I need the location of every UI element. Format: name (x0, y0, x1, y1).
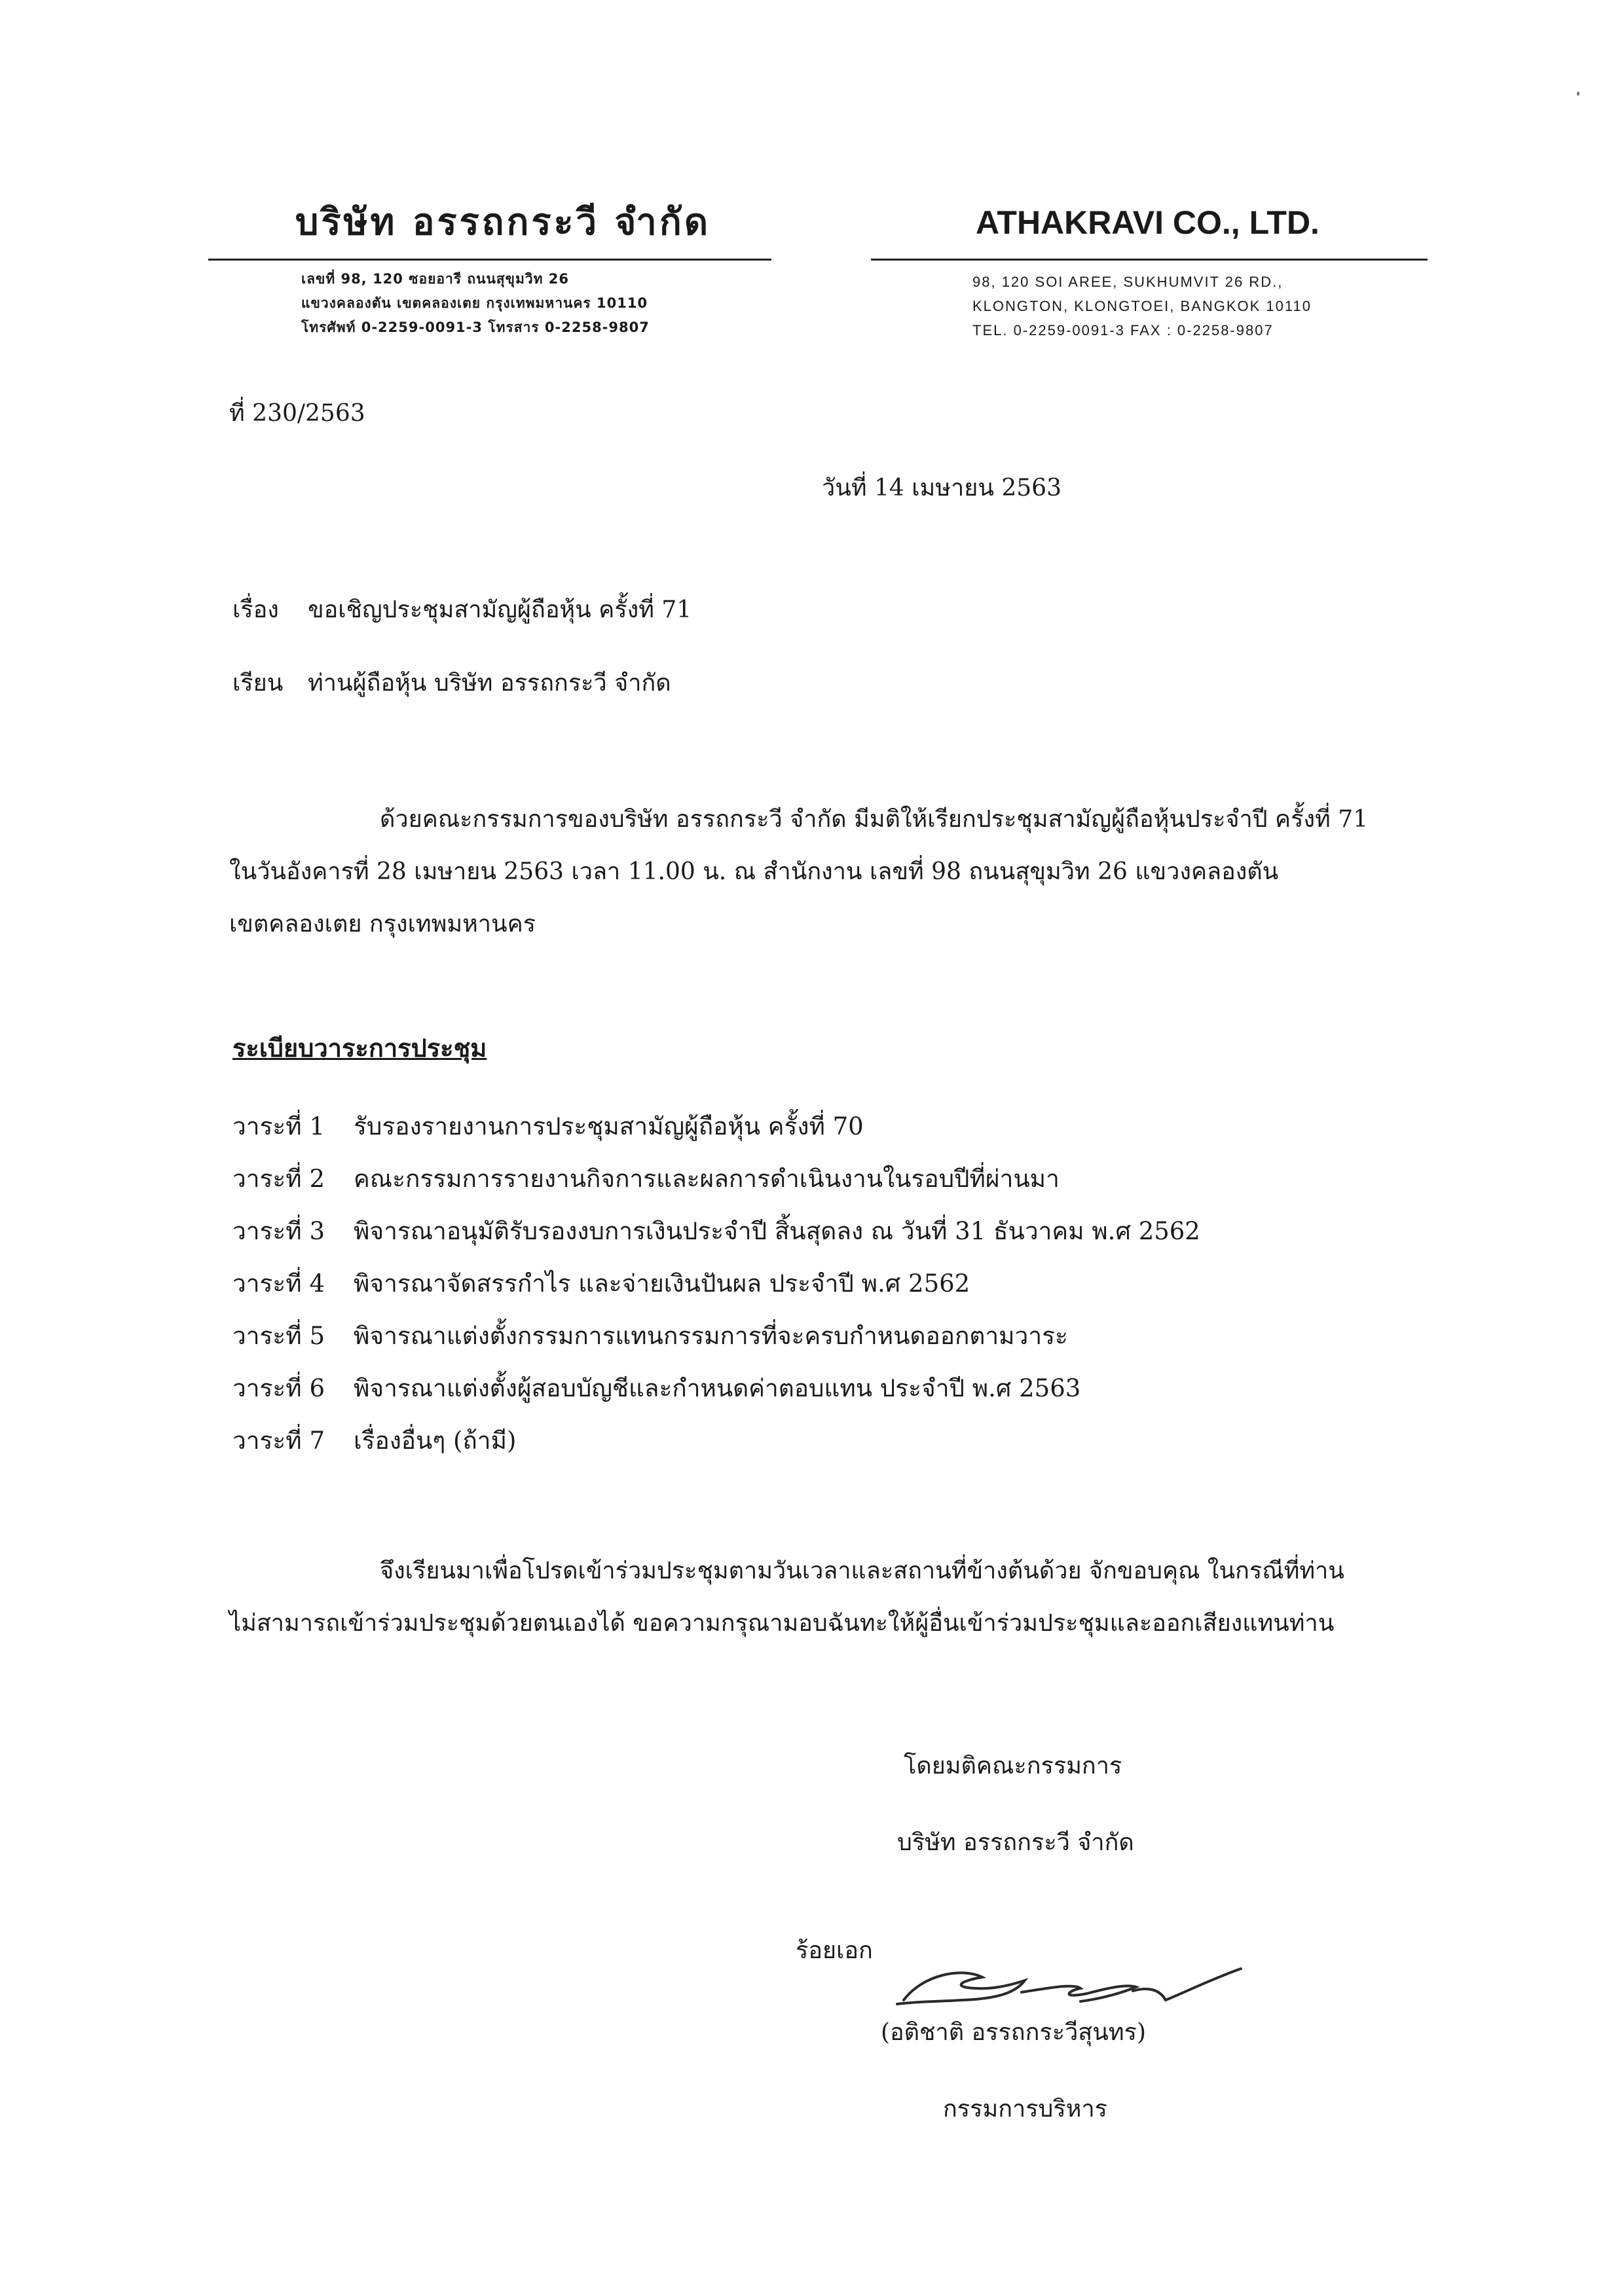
document-date: วันที่ 14 เมษายน 2563 (822, 475, 1061, 501)
agenda-list (232, 1100, 1411, 1467)
letterhead-english (871, 196, 1434, 249)
recipient-text: ท่านผู้ถือหุ้น บริษัท อรรถกระวี จำกัด (308, 670, 671, 697)
subject-text: ขอเชิญประชุมสามัญผู้ถือหุ้น ครั้งที่ 71 (308, 596, 692, 623)
intro-paragraph (229, 793, 1421, 951)
agenda-text: พิจารณาจัดสรรกำไร และจ่ายเงินปันผล ประจำปี พ.ศ 2562 (354, 1269, 970, 1298)
agenda-item (232, 1205, 1411, 1257)
letterhead-rule-left (208, 259, 771, 261)
company-address-thai (301, 267, 760, 340)
agenda-number: วาระที่ 3 (232, 1216, 325, 1245)
address-english-line: KLONGTON, KLONGTOEI, BANGKOK 10110 (972, 298, 1312, 314)
signatory-name: (อติชาติ อรรถกระวีสุนทร) (881, 2019, 1146, 2046)
closing-paragraph (229, 1545, 1434, 1650)
agenda-number: วาระที่ 1 (232, 1112, 325, 1140)
agenda-item (232, 1309, 1411, 1362)
address-thai-line: เลขที่ 98, 120 ซอยอารี ถนนสุขุมวิท 26 (301, 271, 569, 287)
letterhead-rule-right (871, 259, 1428, 261)
paragraph-line: ไม่สามารถเข้าร่วมประชุมด้วยตนเองได้ ขอความกรุณามอบฉันทะให้ผู้อื่นเข้าร่วมประชุมและออกเสียงแทนท่าน (229, 1610, 1335, 1637)
closing-line-company: บริษัท อรรถกระวี จำกัด (897, 1829, 1134, 1856)
paragraph-line: ด้วยคณะกรรมการของบริษัท อรรถกระวี จำกัด มีมติให้เรียกประชุมสามัญผู้ถือหุ้นประจำปี ครั้งที่ 71 (380, 806, 1369, 833)
agenda-text: คณะกรรมการรายงานกิจการและผลการดำเนินงานในรอบปีที่ผ่านมา (354, 1164, 1060, 1193)
agenda-text: พิจารณาอนุมัติรับรองงบการเงินประจำปี สิ้นสุดลง ณ วันที่ 31 ธันวาคม พ.ศ 2562 (354, 1216, 1200, 1245)
agenda-item (232, 1362, 1411, 1414)
agenda-title: ระเบียบวาระการประชุม (232, 1033, 487, 1063)
address-english-line: TEL. 0-2259-0091-3 FAX : 0-2258-9807 (972, 322, 1274, 338)
agenda-number: วาระที่ 6 (232, 1374, 325, 1402)
scan-speck (1577, 92, 1579, 96)
agenda-item (232, 1152, 1411, 1205)
agenda-item (232, 1257, 1411, 1309)
address-english-line: 98, 120 SOI AREE, SUKHUMVIT 26 RD., (972, 274, 1283, 290)
signatory-position: กรรมการบริหาร (943, 2096, 1108, 2123)
agenda-text: พิจารณาแต่งตั้งผู้สอบบัญชีและกำหนดค่าตอบแทน ประจำปี พ.ศ 2563 (354, 1374, 1081, 1402)
address-thai-line: โทรศัพท์ 0-2259-0091-3 โทรสาร 0-2258-9807 (301, 319, 650, 335)
paragraph-line: จึงเรียนมาเพื่อโปรดเข้าร่วมประชุมตามวันเวลาและสถานที่ข้างต้นด้วย จักขอบคุณ ในกรณีที่ท่าน (380, 1558, 1344, 1584)
agenda-item (232, 1100, 1411, 1152)
agenda-number: วาระที่ 5 (232, 1321, 325, 1350)
document-number: ที่ 230/2563 (229, 400, 365, 427)
company-name-thai: บริษัท อรรถกระวี จำกัด (295, 201, 711, 244)
agenda-text: พิจารณาแต่งตั้งกรรมการแทนกรรมการที่จะครบกำหนดออกตามวาระ (354, 1321, 1068, 1350)
paragraph-line: ในวันอังคารที่ 28 เมษายน 2563 เวลา 11.00 น. ณ สำนักงาน เลขที่ 98 ถนนสุขุมวิท 26 แขวงคลองตัน (229, 858, 1279, 885)
agenda-number: วาระที่ 7 (232, 1426, 325, 1455)
agenda-text: รับรองรายงานการประชุมสามัญผู้ถือหุ้น ครั้งที่ 70 (354, 1112, 864, 1140)
closing-line-board-resolution: โดยมติคณะกรรมการ (904, 1753, 1122, 1779)
agenda-number: วาระที่ 4 (232, 1269, 325, 1298)
signatory-rank: ร้อยเอก (796, 1937, 873, 1964)
company-name-english: ATHAKRAVI CO., LTD. (976, 204, 1320, 241)
recipient-label: เรียน (232, 670, 284, 697)
paragraph-line: เขตคลองเตย กรุงเทพมหานคร (229, 911, 536, 938)
subject-label: เรื่อง (232, 596, 279, 623)
company-address-english (972, 270, 1431, 342)
agenda-text: เรื่องอื่นๆ (ถ้ามี) (354, 1426, 517, 1455)
address-thai-line: แขวงคลองตัน เขตคลองเตย กรุงเทพมหานคร 10110 (301, 295, 648, 311)
agenda-item (232, 1414, 1411, 1467)
agenda-number: วาระที่ 2 (232, 1164, 325, 1193)
letterhead-thai (208, 196, 771, 249)
